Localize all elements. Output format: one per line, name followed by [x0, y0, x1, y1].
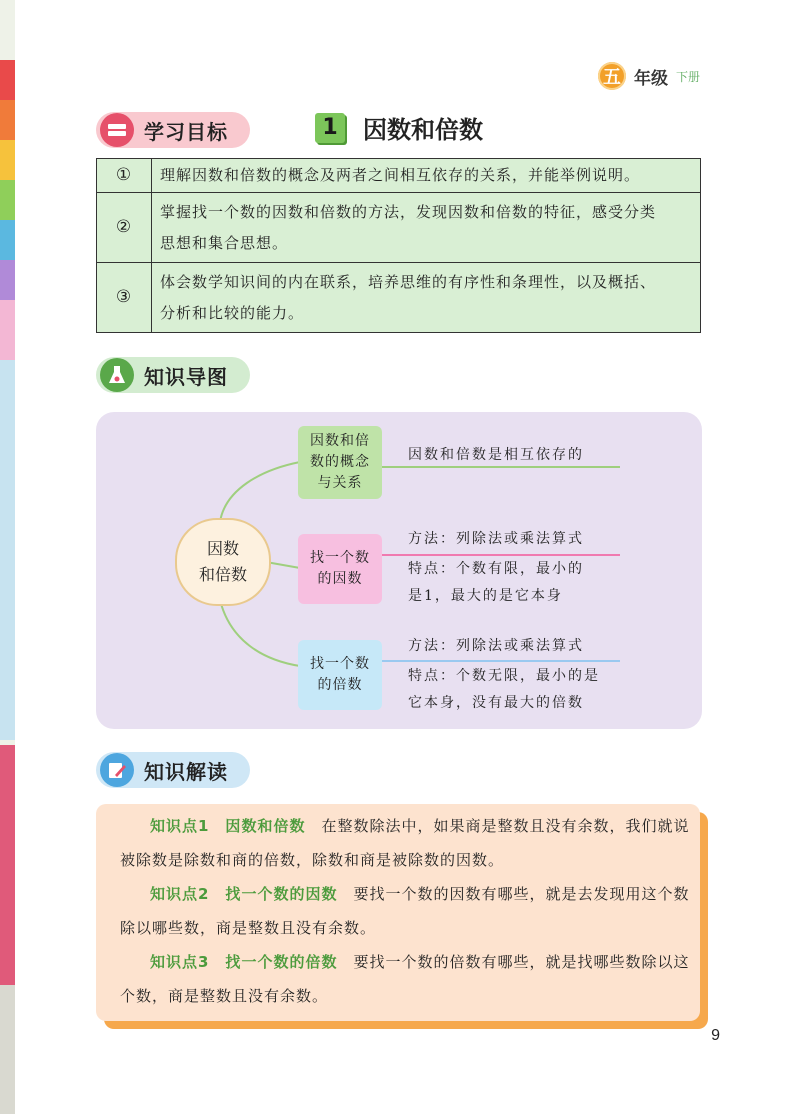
section-title-goals: 学习目标	[144, 119, 228, 144]
knowledge-label: 知识点1 因数和倍数	[150, 817, 306, 835]
branch-feature: 特点：个数无限，最小的是	[408, 668, 600, 684]
node-line: 因数和倍	[310, 433, 370, 449]
node-factors	[298, 534, 382, 604]
branch-feature: 它本身，没有最大的倍数	[408, 695, 584, 711]
knowledge-point-2	[120, 877, 690, 945]
volume-label: 下册	[675, 69, 700, 84]
mind-map-center	[175, 518, 271, 606]
node-line: 数的概念	[310, 454, 370, 470]
node-line: 与关系	[317, 475, 363, 491]
goal-line: 体会数学知识间的内在联系，培养思维的有序性和条理性，以及概括、	[160, 272, 657, 291]
knowledge-text: 在整数除法中，如果商是整数且没有余数，我们就说被除数是除数和商的倍数，除数和商是被除数的因数。	[120, 817, 690, 869]
section-tag-reading	[96, 752, 250, 788]
knowledge-point-3	[120, 945, 690, 1013]
knowledge-label: 知识点3 找一个数的倍数	[150, 953, 338, 971]
goal-number: ③	[97, 263, 152, 333]
goal-text: 理解因数和倍数的概念及两者之间相互依存的关系，并能举例说明。	[152, 159, 701, 193]
page-number: 9	[711, 1027, 720, 1044]
goal-number: ①	[97, 159, 152, 193]
pencil-notebook-icon	[100, 753, 134, 787]
branch-text: 因数和倍数是相互依存的	[408, 447, 584, 463]
center-line: 和倍数	[198, 565, 247, 584]
branch-feature: 是1，最大的是它本身	[408, 588, 563, 604]
grade-label: 年级	[633, 68, 668, 89]
goal-line: 掌握找一个数的因数和倍数的方法，发现因数和倍数的特征，感受分类	[160, 202, 657, 221]
goal-line: 分析和比较的能力。	[160, 303, 305, 322]
chapter-title: 因数和倍数	[363, 116, 483, 144]
node-line: 找一个数	[310, 656, 370, 672]
chapter-number: 1	[315, 113, 345, 143]
node-line: 的倍数	[317, 677, 363, 693]
goal-number: ②	[97, 193, 152, 263]
branch-method: 方法：列除法或乘法算式	[408, 638, 584, 654]
center-line: 因数	[206, 539, 239, 558]
knowledge-text: 要找一个数的因数有哪些，就是去发现用这个数除以哪些数，商是整数且没有余数。	[120, 885, 690, 937]
node-concept	[298, 426, 382, 499]
goal-line: 思想和集合思想。	[160, 233, 289, 252]
node-line: 找一个数	[310, 550, 370, 566]
node-line: 的因数	[317, 571, 363, 587]
knowledge-label: 知识点2 找一个数的因数	[150, 885, 338, 903]
knowledge-text: 要找一个数的倍数有哪些，就是找哪些数除以这个数，商是整数且没有余数。	[120, 953, 690, 1005]
branch-method: 方法：列除法或乘法算式	[408, 531, 584, 547]
node-multiples	[298, 640, 382, 710]
grade-number-circle: 五	[598, 62, 626, 90]
knowledge-point-1	[120, 809, 690, 877]
branch-feature: 特点：个数有限，最小的	[408, 561, 584, 577]
section-title-map: 知识导图	[144, 364, 228, 389]
section-title-reading: 知识解读	[144, 759, 228, 784]
